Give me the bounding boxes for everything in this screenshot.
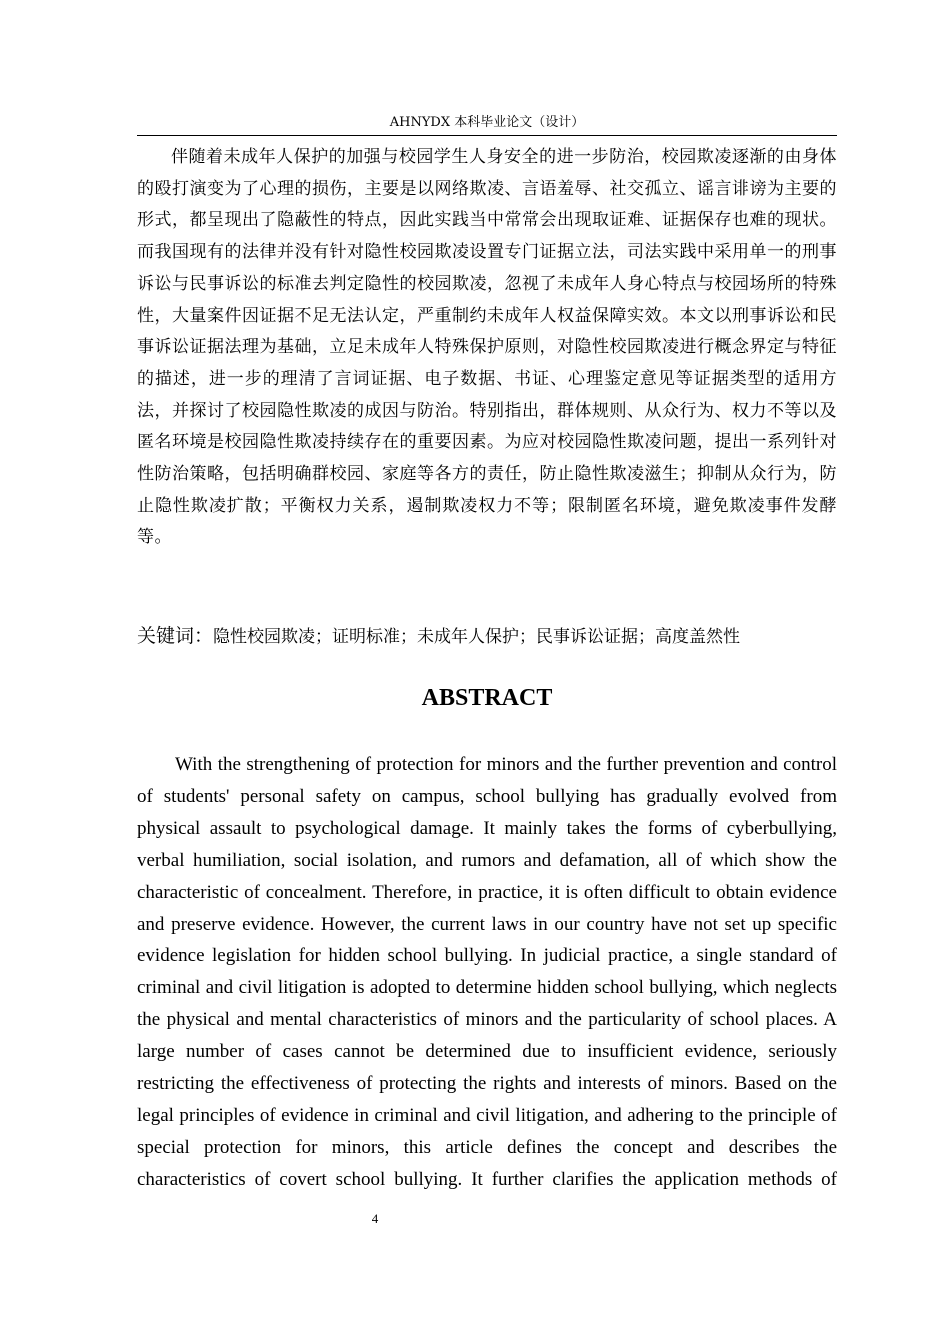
- english-abstract-title: ABSTRACT: [421, 685, 553, 711]
- page-number: 4: [371, 1211, 379, 1226]
- page-header: AHNYDX 本科毕业论文（设计）: [389, 115, 585, 130]
- english-abstract-body: With the strengthening of protection for minors and the further prevention and control of students' personal safety on campus, school bullying has gradually evolved from physical assault to psychological damage. It mainly takes the forms of cyberbullying, verbal humiliation, social isolation, and rumors and defamation, all of which show the characteristic of concealment. Therefore, in practice, it is often difficult to obtain evidence and preserve evidence. However, the current laws in our country have not set up specific evidence legislation for hidden school bullying. In judicial practice, a single standard of criminal and civil litigation is adopted to determine hidden school bullying, which neglects the physical and mental characteristics of minors and the particularity of school places. A large number of cases cannot be determined due to insufficient evidence, seriously restricting the effectiveness of protecting the rights and interests of minors. Based on the legal principles of evidence in criminal and civil litigation, and adhering to the principle of special protection for minors, this article defines the concept and describes the characteristics of covert school bullying. It further clarifies the application methods of: [137, 754, 837, 1190]
- keywords-label: 关键词：: [137, 625, 214, 647]
- chinese-abstract-body: 伴随着未成年人保护的加强与校园学生人身安全的进一步防治，校园欺凌逐渐的由身体的殴打演变为了心理的损伤，主要是以网络欺凌、言语羞辱、社交孤立、谣言诽谤为主要的形式，都呈现出了隐蔽性的特点，因此实践当中常常会出现取证难、证据保存也难的现状。而我国现有的法律并没有针对隐性校园欺凌设置专门证据立法，司法实践中采用单一的刑事诉讼与民事诉讼的标准去判定隐性的校园欺凌，忽视了未成年人身心特点与校园场所的特殊性，大量案件因证据不足无法认定，严重制约未成年人权益保障实效。本文以刑事诉讼和民事诉讼证据法理为基础，立足未成年人特殊保护原则，对隐性校园欺凌进行概念界定与特征的描述，进一步的理清了言词证据、电子数据、书证、心理鉴定意见等证据类型的适用方法，并探讨了校园隐性欺凌的成因与防治。特别指出，群体规则、从众行为、权力不等以及匿名环境是校园隐性欺凌持续存在的重要因素。为应对校园隐性欺凌问题，提出一系列针对性防治策略，包括明确群校园、家庭等各方的责任，防止隐性欺凌滋生；抑制从众行为，防止隐性欺凌扩散；平衡权力关系，遏制欺凌权力不等；限制匿名环境，避免欺凌事件发酵等。: [137, 147, 837, 548]
- keywords-text: 隐性校园欺凌；证明标准；未成年人保护；民事诉讼证据；高度盖然性: [213, 627, 741, 647]
- header-rule: [137, 135, 837, 136]
- keywords-line: [137, 620, 837, 653]
